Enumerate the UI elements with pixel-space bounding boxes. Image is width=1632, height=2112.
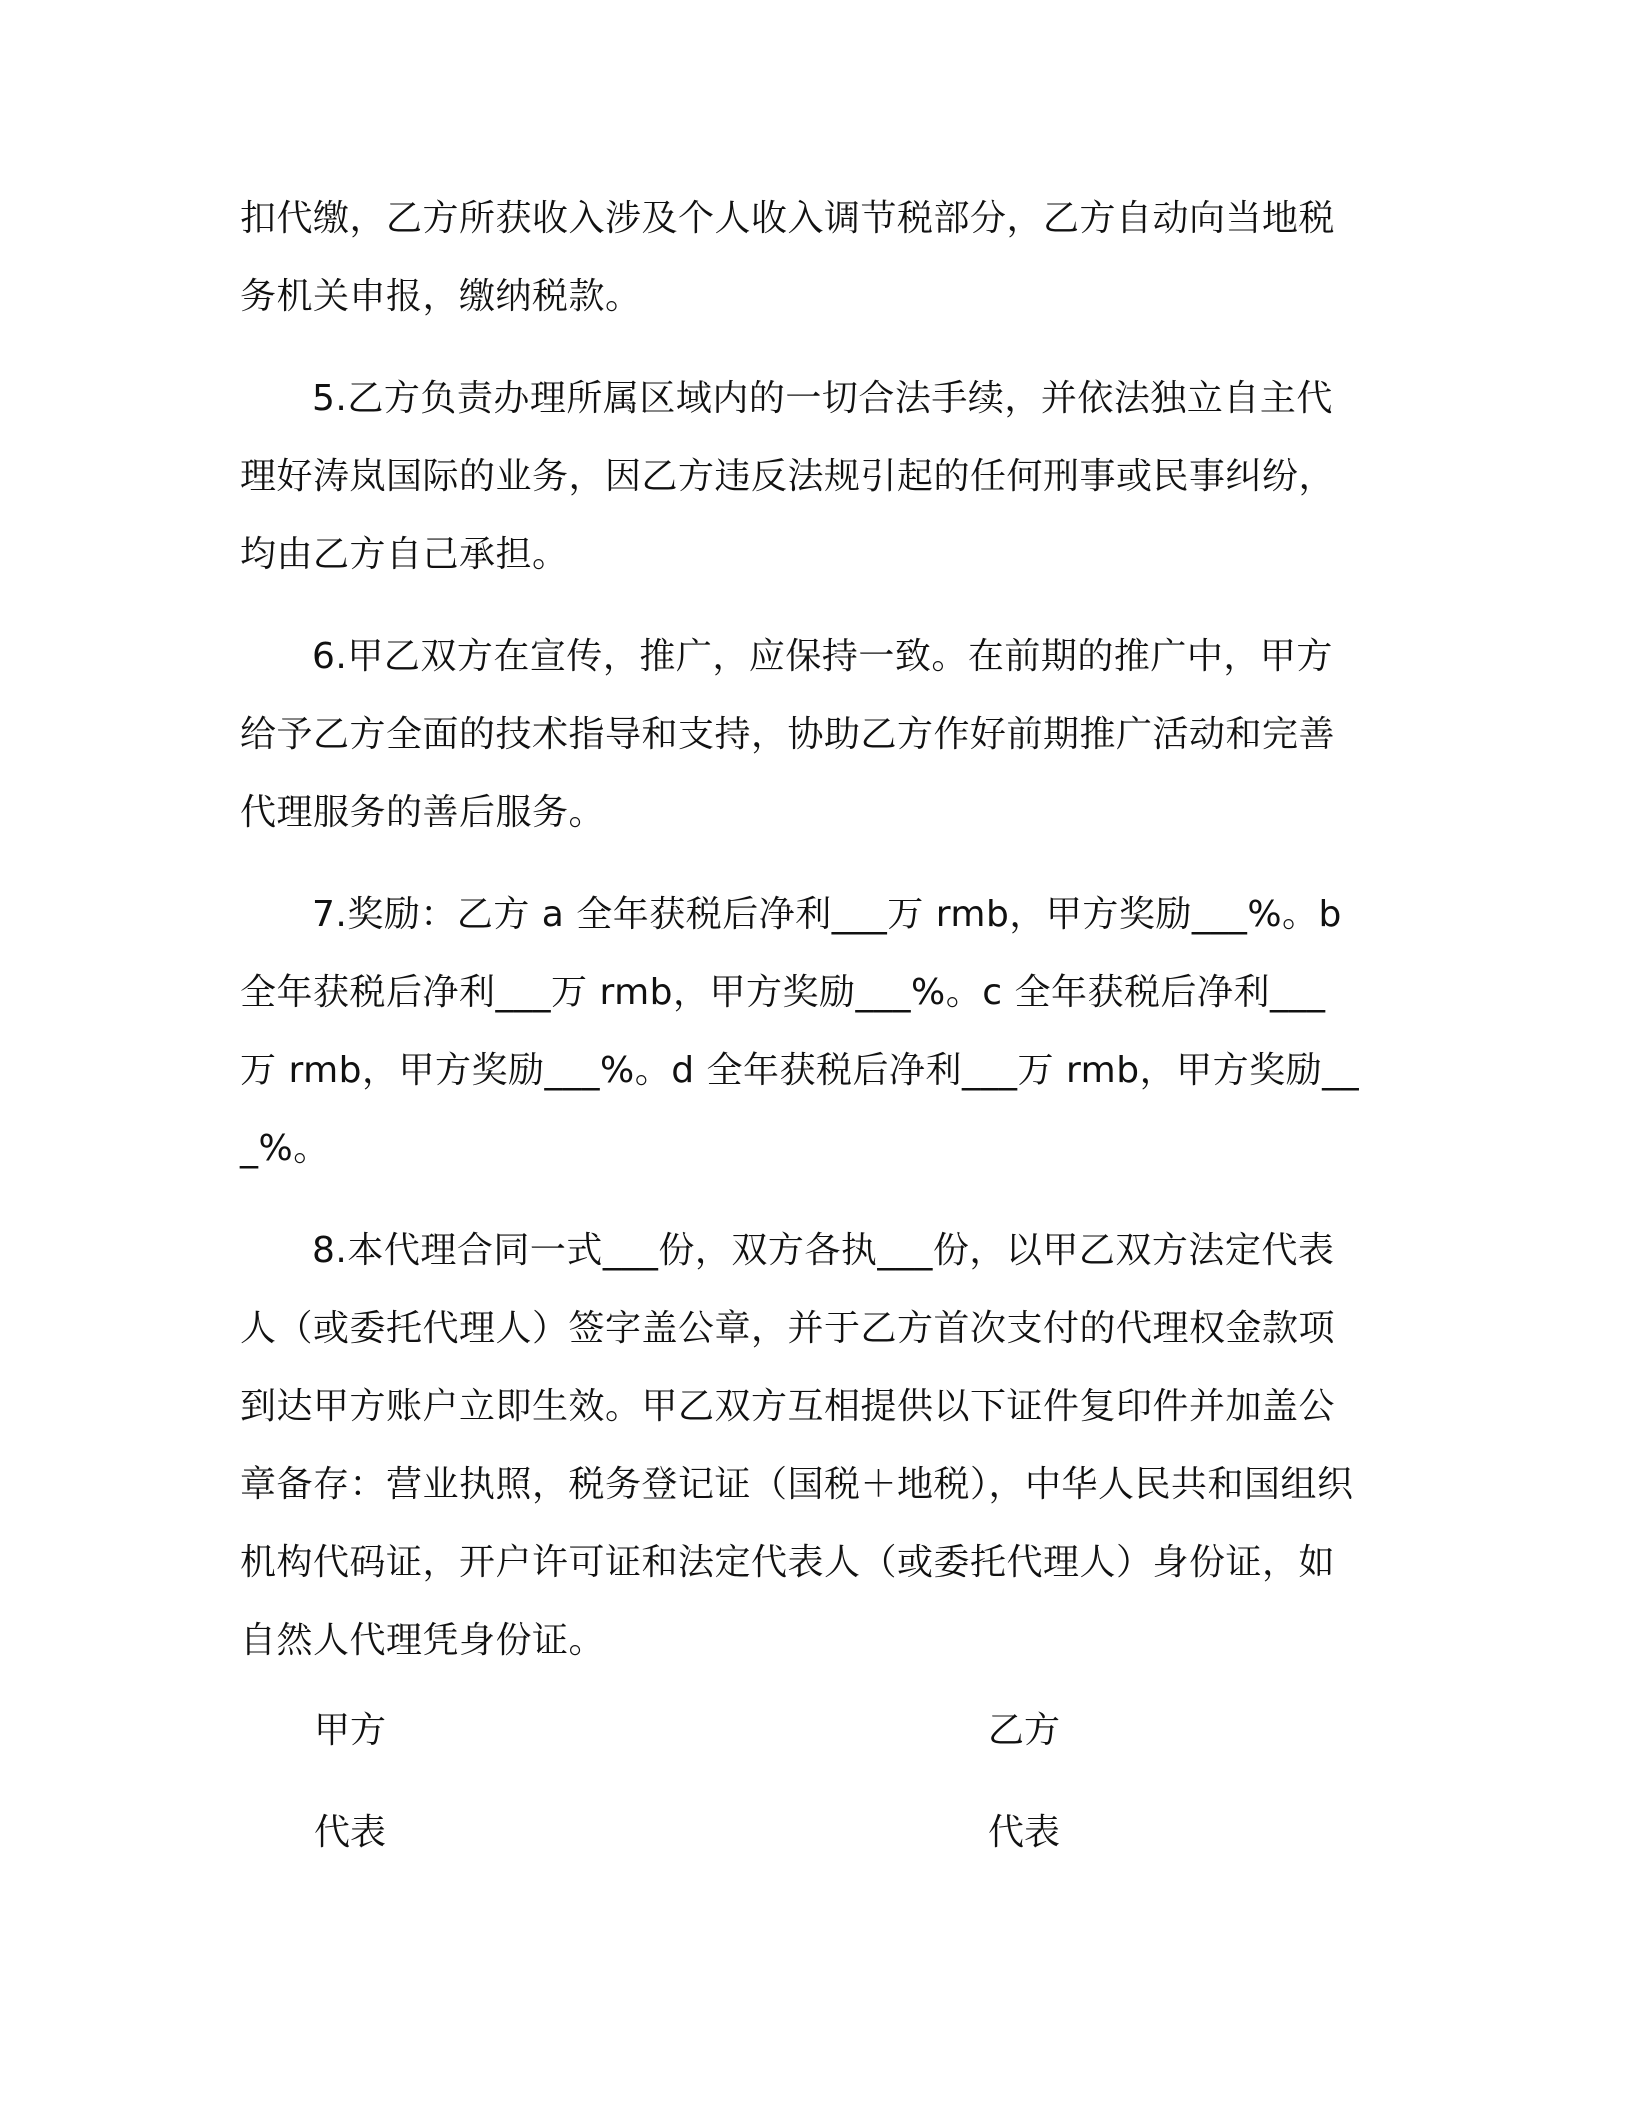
paragraph-clause-6: 6.甲乙双方在宣传，推广，应保持一致。在前期的推广中，甲方给予乙方全面的技术指导和支持，协助乙方作好前期推广活动和完善代理服务的善后服务。 — [240, 636, 1336, 833]
party-a-representative: 代表 — [314, 1812, 387, 1853]
paragraph-clause-5: 5.乙方负责办理所属区域内的一切合法手续，并依法独立自主代理好涛岚国际的业务，因乙方违反法规引起的任何刑事或民事纠纷，均由乙方自己承担。 — [240, 378, 1336, 575]
party-a-label: 甲方 — [314, 1710, 387, 1751]
paragraph-continued-tax: 扣代缴，乙方所获收入涉及个人收入调节税部分，乙方自动向当地税务机关申报，缴纳税款。 — [240, 198, 1336, 317]
party-b-label: 乙方 — [988, 1710, 1061, 1751]
paragraph-clause-7: 7.奖励：乙方 a 全年获税后净利___万 rmb，甲方奖励___%。b 全年获税后净利___万 rmb，甲方奖励___%。c 全年获税后净利___万 rmb，甲方奖励___%。d 全年获税后净利___万 rmb，甲方奖励___%。 — [240, 894, 1360, 1169]
party-b-representative: 代表 — [988, 1812, 1061, 1853]
paragraph-clause-8: 8.本代理合同一式___份，双方各执___份，以甲乙双方法定代表人（或委托代理人）签字盖公章，并于乙方首次支付的代理权金款项到达甲方账户立即生效。甲乙双方互相提供以下证件复印件并加盖公章备存：营业执照，税务登记证（国税＋地税），中华人民共和国组织机构代码证，开户许可证和法定代表人（或委托代理人）身份证，如自然人代理凭身份证。 — [240, 1230, 1354, 1661]
